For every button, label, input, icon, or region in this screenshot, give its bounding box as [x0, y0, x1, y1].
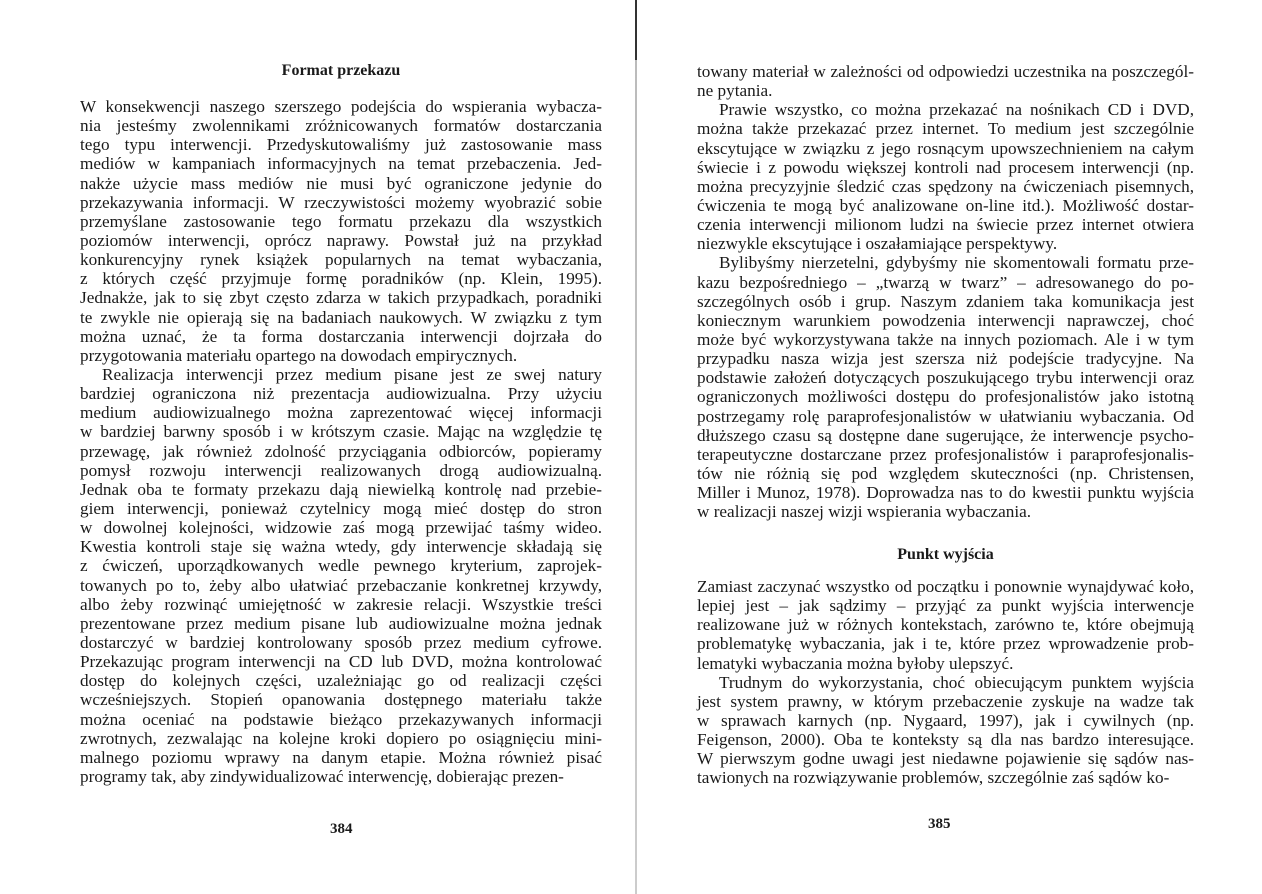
text-line: lematyki wybaczania można byłoby ulepszyć. — [697, 653, 1014, 673]
text-line: wcześniejszych. Stopień opanowania dostępnego materiału także — [80, 690, 602, 710]
text-line: prezentowane przez medium pisane lub audiowizualne można jednak — [80, 613, 602, 633]
text-line: niezwykle ekscytujące i oszałamiające perspektywy. — [697, 234, 1058, 254]
text-line: mediów w kampaniach informacyjnych na temat przebaczenia. Jed- — [80, 154, 602, 174]
text-line: terapeutyczne dostarczane przez profesjonalistów i paraprofesjonalis- — [697, 444, 1194, 464]
text-line: przygotowania materiału opartego na dowodach empirycznych. — [80, 345, 518, 365]
text-line: może być wykorzystywana także na innych poziomach. Ale i w tym — [697, 329, 1194, 349]
text-line: Prawie wszystko, co można przekazać na nośnikach CD i DVD, — [719, 100, 1194, 120]
text-line: przemyślane zastosowanie tego formatu przekazu dla wszystkich — [80, 211, 602, 231]
text-line: te zwykle nie opierają się na badaniach naukowych. W związku z tym — [80, 307, 602, 327]
text-line: tawionych na rozwiązywanie problemów, szczególnie zaś sądów ko- — [697, 768, 1170, 788]
text-line: można także przekazać przez internet. To medium jest szczególnie — [697, 119, 1194, 139]
text-line: ograniczonych możliwości dostępu do profesjonalistów jako istotną — [697, 387, 1194, 407]
section-heading-punkt-wyjscia: Punkt wyjścia — [897, 546, 994, 563]
text-line: towanych po to, żeby albo ułatwiać przebaczanie konkretnej krzywdy, — [80, 575, 602, 595]
text-line: ne pytania. — [697, 81, 773, 101]
text-line: medium audiowizualnego można zaprezentować więcej informacji — [80, 403, 602, 423]
text-line: nakże użycie mass mediów nie musi być ograniczone jedynie do — [80, 173, 602, 193]
text-line: Przekazując program interwencji na CD lub DVD, można kontrolować — [80, 652, 602, 672]
text-line: Feigenson, 2000). Oba te konteksty są dla nas bardzo interesujące. — [697, 730, 1194, 750]
text-line: można uznać, że ta forma dostarczania interwencji dojrzała do — [80, 326, 602, 346]
paragraph — [80, 97, 602, 365]
text-line: Jednakże, jak to się zbyt często zdarza w takich przypadkach, poradniki — [80, 288, 602, 308]
text-line: malnego poziomu wprawy na danym etapie. Można również pisać — [80, 747, 602, 767]
text-line: dostęp do kolejnych części, uzależniając go od realizacji części — [80, 671, 602, 691]
text-line: zwrotnych, zezwalając na kolejne kroki dopiero po osiągnięciu mini- — [80, 728, 602, 748]
text-line: podstawie założeń dotyczących poszukującego trybu interwencji oraz — [697, 368, 1194, 388]
text-block — [697, 62, 1194, 521]
text-line: przewagę, jak również zdolność przyciągania odbiorców, popieramy — [80, 441, 602, 461]
text-block — [80, 97, 602, 786]
text-line: w sprawach karnych (np. Nygaard, 1997), jak i cywilnych (np. — [697, 710, 1194, 730]
text-line: w bardziej barwny sposób i w krótszym czasie. Mając na względzie tę — [80, 422, 602, 442]
text-line: koniecznym warunkiem powodzenia interwencji naprawczej, choć — [697, 310, 1194, 330]
text-line: Bylibyśmy nierzetelni, gdybyśmy nie skomentowali formatu prze- — [719, 253, 1194, 273]
text-line: konkurencyjny rynek książek popularnych na temat wybaczania, — [80, 250, 602, 270]
text-line: Kwestia kontroli staje się ważna wtedy, gdy interwencje składają się — [80, 537, 602, 557]
paragraph — [697, 253, 1194, 521]
text-line: Jednak oba te formaty przekazu dają niewielką kontrolę nad przebie- — [80, 479, 602, 499]
text-line: programy tak, aby zindywidualizować interwencję, dobierając prezen- — [80, 766, 564, 786]
paragraph — [697, 100, 1194, 253]
paragraph — [697, 62, 1194, 100]
text-line: towany materiał w zależności od odpowiedzi uczestnika na poszczegól- — [697, 62, 1194, 81]
text-line: w dowolnej kolejności, widzowie zaś mogą przewijać taśmy wideo. — [80, 518, 602, 538]
text-line: Trudnym do wykorzystania, choć obiecującym punktem wyjścia — [719, 672, 1194, 692]
text-line: świecie i z powodu większej kontroli nad procesem interwencji (np. — [697, 157, 1194, 177]
text-line: w realizacji naszej wizji wspierania wybaczania. — [697, 502, 1032, 522]
text-line: tego typu interwencji. Przedyskutowaliśmy już zastosowanie mass — [80, 135, 602, 155]
text-line: giem interwencji, ponieważ czytelnicy mogą mieć dostęp do stron — [80, 498, 602, 518]
text-line: realizowane już w różnych kontekstach, zarówno te, które obejmują — [697, 615, 1194, 635]
text-line: pomysł rozwoju interwencji realizowanych drogą audiowizualną. — [80, 460, 602, 480]
text-line: z których część przyjmuje formę poradników (np. Klein, 1995). — [80, 269, 602, 289]
text-line: albo żeby rozwinąć umiejętność w zakresie relacji. Wszystkie treści — [80, 594, 602, 614]
text-line: W pierwszym godne uwagi jest niedawne pojawienie się sądów nas- — [697, 749, 1194, 769]
page-number: 384 — [330, 821, 353, 837]
text-line: przypadku nasza wizja jest szersza niż podejście tradycyjne. Na — [697, 349, 1194, 369]
paragraph — [697, 577, 1194, 673]
text-line: lepiej jest – jak sądzimy – przyjąć za punkt wyjścia interwencje — [697, 596, 1194, 616]
text-line: nia jesteśmy zwolennikami zróżnicowanych formatów dostarczania — [80, 116, 602, 136]
book-gutter — [635, 0, 637, 894]
text-line: szczególnych osób i grup. Naszym zdaniem taka komunikacja jest — [697, 291, 1194, 311]
text-line: tów nie różnią się pod względem skuteczności (np. Christensen, — [697, 463, 1194, 483]
text-line: Zamiast zaczynać wszystko od początku i ponownie wynajdywać koło, — [697, 577, 1194, 596]
text-line: ekscytujące w związku z jego rosnącym upowszechnieniem na całym — [697, 138, 1194, 158]
text-line: problematykę wybaczania, jak i te, które przez wprowadzenie prob- — [697, 634, 1194, 654]
text-line: bardziej ograniczona niż prezentacja audiowizualna. Przy użyciu — [80, 384, 602, 404]
page-number: 385 — [928, 816, 951, 832]
text-line: Miller i Munoz, 1978). Doprowadza nas to do kwestii punktu wyjścia — [697, 483, 1194, 503]
paragraph — [697, 673, 1194, 788]
text-line: przekazywania informacji. W rzeczywistości możemy wyobrazić sobie — [80, 192, 602, 212]
text-line: czenia interwencji milionom ludzi na świecie przez internet otwiera — [697, 215, 1194, 235]
text-line: kazu bezpośredniego – „twarzą w twarz” – adresowanego do po- — [697, 272, 1194, 292]
text-line: jest system prawny, w którym przebaczenie zyskuje na wadze tak — [697, 691, 1194, 711]
text-line: postrzegamy rolę paraprofesjonalistów w ułatwianiu wybaczania. Od — [697, 406, 1194, 426]
text-line: ćwiczenia te mogą być analizowane on-line itd.). Możliwość dostar- — [697, 195, 1194, 215]
text-line: W konsekwencji naszego szerszego podejścia do wspierania wybacza- — [80, 97, 602, 116]
text-line: Realizacja interwencji przez medium pisane jest ze swej natury — [102, 364, 602, 384]
text-line: poziomów interwencji, oprócz naprawy. Powstał już na przykład — [80, 230, 602, 250]
paragraph — [80, 365, 602, 786]
text-block — [697, 577, 1194, 788]
text-line: można oceniać na podstawie bieżąco przekazywanych informacji — [80, 709, 602, 729]
text-line: z ćwiczeń, uporządkowanych wedle pewnego kryterium, zaprojek- — [80, 556, 602, 576]
text-line: można precyzyjnie śledzić czas spędzony na ćwiczeniach pisemnych, — [697, 176, 1194, 196]
section-heading-format-przekazu: Format przekazu — [281, 62, 401, 79]
text-line: dostarczyć w bardziej kontrolowany sposób przez medium cyfrowe. — [80, 632, 602, 652]
text-line: dłuższego czasu są dostępne dane sugerujące, że interwencje psycho- — [697, 425, 1194, 445]
